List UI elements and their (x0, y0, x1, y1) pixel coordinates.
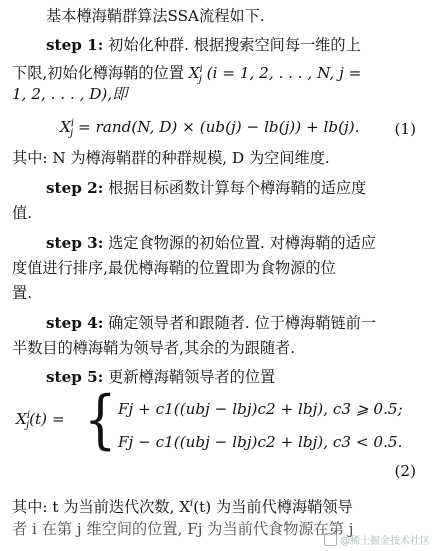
step3-line-2 (12, 258, 336, 278)
step1-cond-b: 1, 2, . . . , D),即 (12, 85, 128, 103)
step1-line-3 (12, 84, 127, 104)
step3-line-1 (46, 233, 376, 253)
step5-label: step 5: (46, 368, 104, 386)
step1-symbol-x: $X^i_j$ (188, 64, 203, 86)
eq1-lhs: $X^i_j$ (60, 118, 75, 140)
step2-line-2 (12, 203, 32, 223)
where2-text-b: (t) 为当前代樽海鞘领导 (193, 498, 353, 517)
step1-line-1 (46, 35, 361, 55)
step2-text-b: 值. (12, 204, 33, 222)
equation-1 (60, 118, 360, 139)
where2-line-2 (12, 519, 354, 539)
step1-cond-a: (i = 1, 2, . . . , N, j = (206, 64, 362, 83)
intro-text: 基本樽海鞘群算法SSA流程如下. (46, 7, 265, 25)
step2-text-a: 根据目标函数计算每个樽海鞘的适应度 (108, 179, 367, 197)
step4-line-1 (46, 313, 376, 333)
eq2-number: (2) (394, 462, 416, 480)
step1-text-a: 初始化种群. 根据搜索空间每一维的上 (108, 36, 361, 54)
eq1-rhs: = rand(N, D) × (ub(j) − lb(j)) + lb(j). (77, 118, 360, 137)
where2-line-1: 其中: t 为当前迭代次数, $X^i(t)$ 为当前代樽海鞘领导 (12, 498, 353, 517)
step3-line-3 (12, 283, 32, 303)
eq2-brace: { (84, 383, 117, 457)
where1-text: 其中: N 为樽海鞘群的种群规模, D 为空间维度. (12, 149, 330, 167)
where2-text-a: 其中: t 为当前迭代次数, X (12, 498, 191, 517)
step4-line-2 (12, 338, 295, 358)
step2-label: step 2: (46, 179, 104, 197)
eq2-case1: Fj + c1((ubj − lbj)c2 + lbj), c3 ⩾ 0.5; (118, 400, 403, 418)
where1-line (12, 148, 330, 168)
where2-text-c: 者 i 在第 j 维空间的位置, Fj 为当前代食物源在第 j (12, 520, 354, 538)
step3-text-c: 置. (12, 284, 33, 302)
step5-line-1 (46, 367, 275, 387)
eq2-case2: Fj − c1((ubj − lbj)c2 + lbj), c3 < 0.5. (118, 433, 403, 451)
step1-label: step 1: (46, 36, 104, 54)
watermark (324, 532, 430, 547)
watermark-text: @稀土掘金技术社区 (340, 536, 430, 547)
step1-text-b: 下限,初始化樽海鞘的位置 (12, 64, 184, 83)
step3-text-b: 度值进行排序,最优樽海鞘的位置即为食物源的位 (12, 259, 336, 277)
step4-text-b: 半数目的樽海鞘为领导者,其余的为跟随者. (12, 339, 296, 357)
intro-line (46, 6, 265, 26)
step2-line-1 (46, 178, 366, 198)
step4-label: step 4: (46, 314, 104, 332)
step3-label: step 3: (46, 234, 104, 252)
eq2-lhs: $X^i_j(t)$ = (16, 410, 65, 432)
step3-text-a: 选定食物源的初始位置. 对樽海鞘的适应 (108, 234, 376, 252)
eq1-number: (1) (394, 120, 416, 138)
step5-text-a: 更新樽海鞘领导者的位置 (108, 368, 276, 386)
juejin-logo-icon (324, 533, 337, 546)
step4-text-a: 确定领导者和跟随者. 位于樽海鞘链前一 (108, 314, 376, 332)
